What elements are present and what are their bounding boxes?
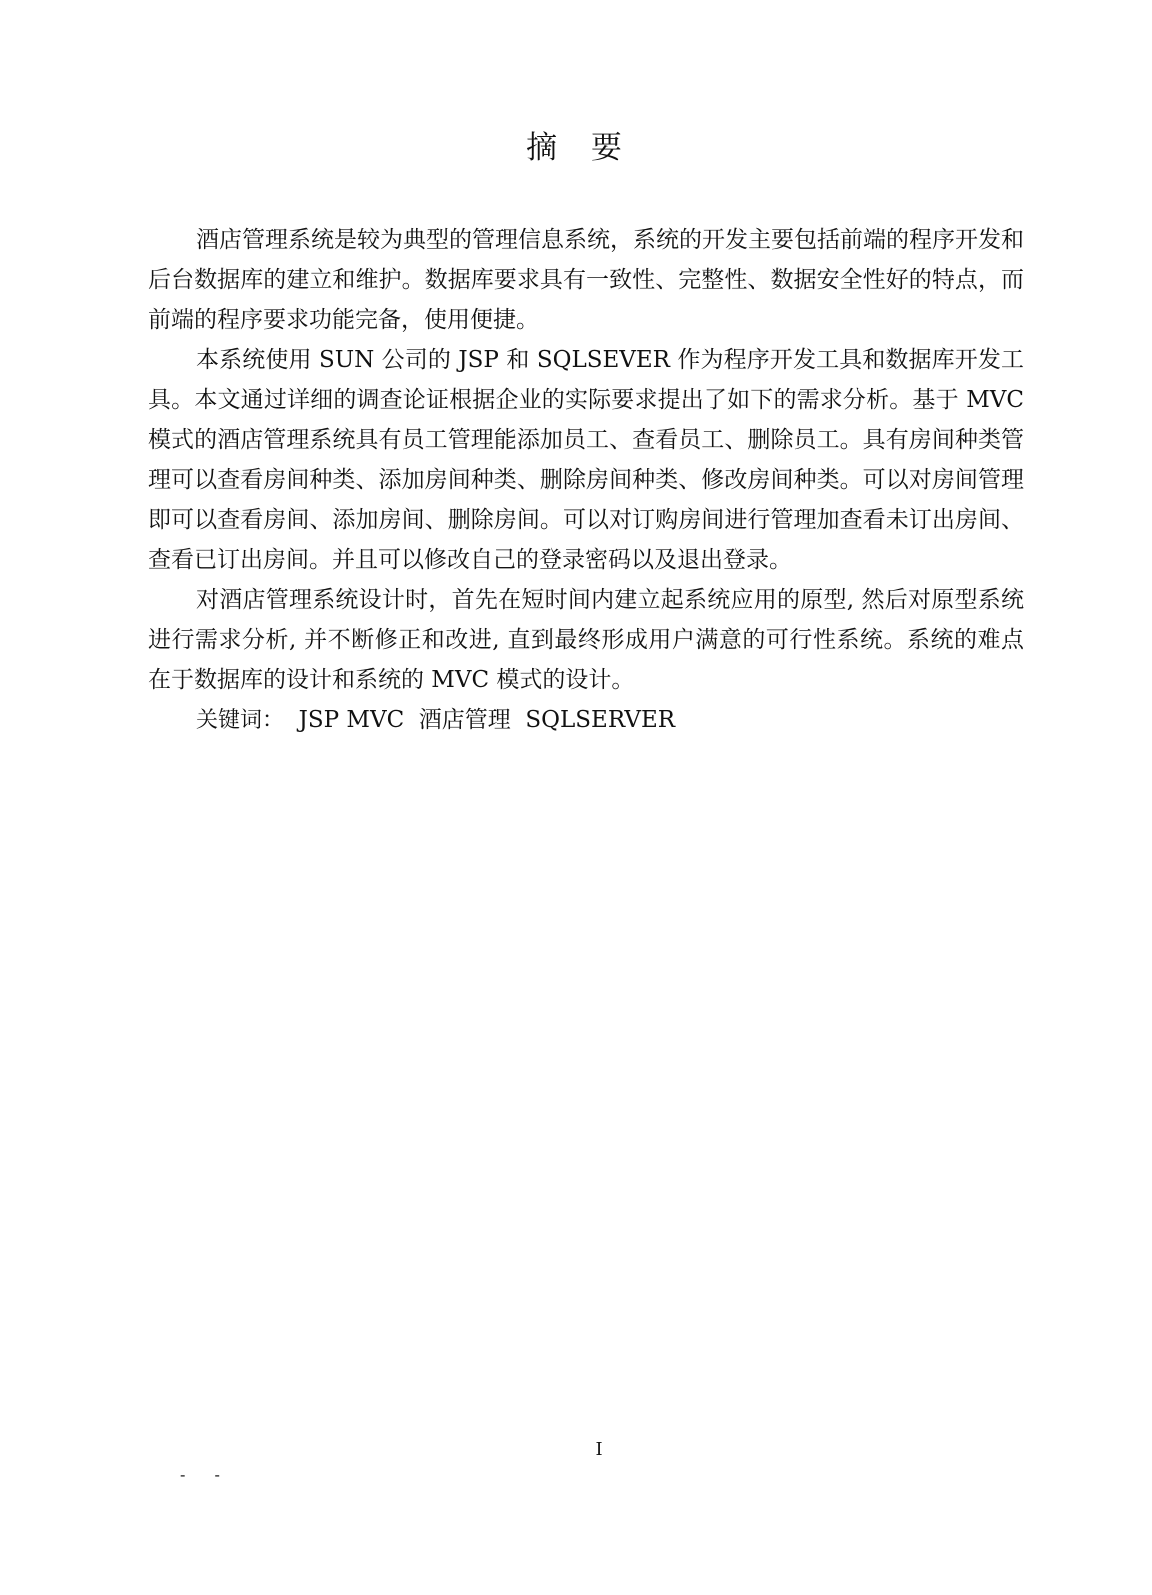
keywords-values: JSP MVC 酒店管理 SQLSERVER xyxy=(298,707,676,733)
abstract-paragraph-1: 酒店管理系统是较为典型的管理信息系统，系统的开发主要包括前端的程序开发和后台数据库的建立和维护。数据库要求具有一致性、完整性、数据安全性好的特点，而前端的程序要求功能完备，使用便捷。 xyxy=(148,227,1024,333)
abstract-title: 摘 要 xyxy=(526,130,634,166)
keywords-line xyxy=(148,700,1024,741)
abstract-body xyxy=(148,220,1024,741)
footer-mark: - - xyxy=(180,1465,232,1484)
abstract-paragraph-2: 本系统使用 SUN 公司的 JSP 和 SQLSEVER 作为程序开发工具和数据库开发工具。本文通过详细的调查论证根据企业的实际要求提出了如下的需求分析。基于 MVC 模式的酒店管理系统具有员工管理能添加员工、查看员工、删除员工。具有房间种类管理可以查看房间种类、添加房间种类、删除房间种类、修改房间种类。可以对房间管理即可以查看房间、添加房间、删除房间。可以对订购房间进行管理加查看未订出房间、查看已订出房间。并且可以修改自己的登录密码以及退出登录。 xyxy=(148,347,1024,573)
page-number: I xyxy=(595,1439,603,1460)
abstract-paragraph-3: 对酒店管理系统设计时，首先在短时间内建立起系统应用的原型, 然后对原型系统进行需求分析, 并不断修正和改进, 直到最终形成用户满意的可行性系统。系统的难点在于数据库的设计和系统的 MVC 模式的设计。 xyxy=(148,587,1024,693)
keywords-label: 关键词： xyxy=(196,708,285,733)
